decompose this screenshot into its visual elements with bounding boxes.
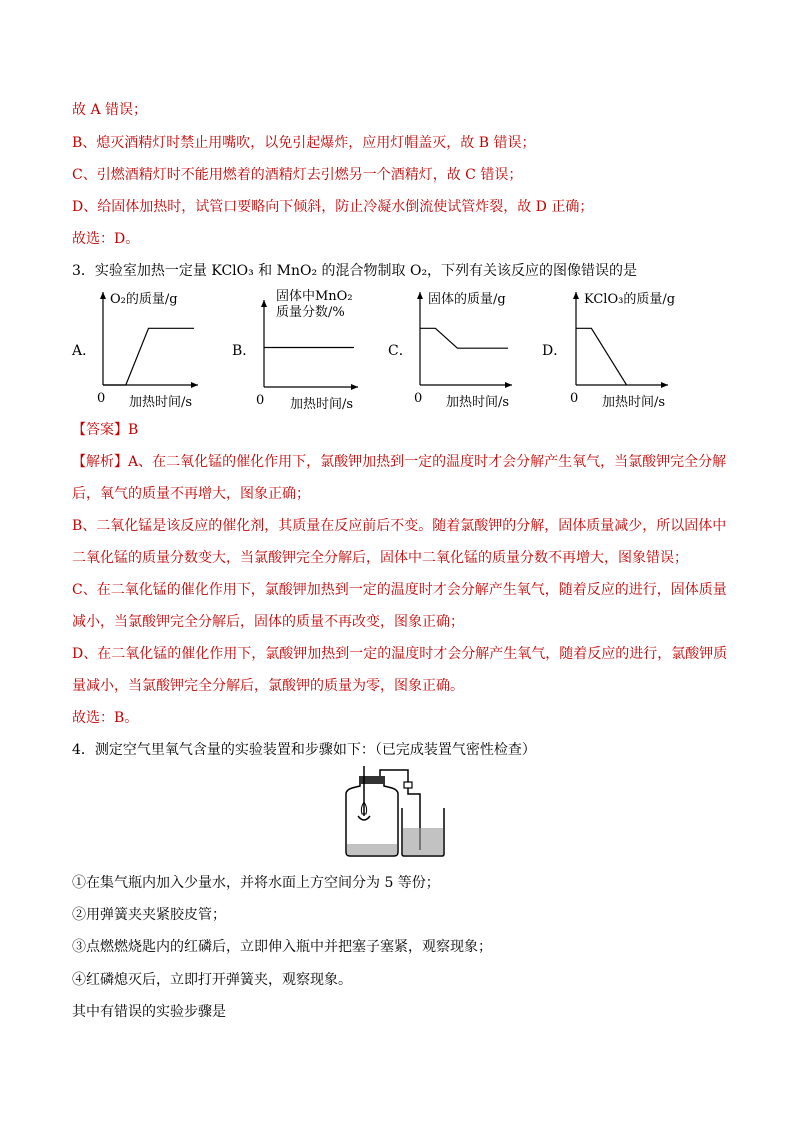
y-axis-label: KClO₃的质量/g <box>584 292 676 307</box>
x-axis-arrow <box>191 382 198 388</box>
origin-label: 0 <box>414 391 423 406</box>
bottle-water <box>347 844 397 855</box>
step-4: ④红磷熄灭后，立即打开弹簧夹，观察现象。 <box>72 972 352 988</box>
x-axis-label: 加热时间/s <box>446 395 510 410</box>
step-2: ②用弹簧夹夹紧胶皮管； <box>72 907 226 923</box>
analysis-line-5: C、在二氧化锰的催化作用下，氯酸钾加热到一定的温度时才会分解产生氧气，随着反应的进行，固体质量 <box>72 582 727 598</box>
text-line-4: D、给固体加热时，试管口要略向下倾斜，防止冷凝水倒流使试管炸裂，故 D 正确； <box>72 199 594 215</box>
analysis-line-8: 量减小，当氯酸钾完全分解后，氯酸钾的质量为零，图象正确。 <box>72 678 464 694</box>
analysis-line-9: 故选：B。 <box>72 710 139 726</box>
y-axis-label: O₂的质量/g <box>110 292 178 307</box>
y-axis-arrow <box>261 300 267 307</box>
series-line <box>420 328 508 348</box>
y-axis-label: 固体中MnO₂ 质量分数/% <box>276 289 353 320</box>
x-axis-arrow <box>351 384 358 390</box>
x-axis-label: 加热时间/s <box>129 395 193 410</box>
combustion-spoon <box>358 816 370 820</box>
x-axis-label: 加热时间/s <box>602 395 666 410</box>
y-axis-arrow <box>417 292 423 299</box>
step-3: ③点燃燃烧匙内的红磷后，立即伸入瓶中并把塞子塞紧，观察现象； <box>72 939 492 955</box>
option-label: D． <box>542 343 568 359</box>
origin-label: 0 <box>97 391 106 406</box>
y-axis-label: 固体的质量/g <box>428 292 506 307</box>
y-axis-arrow <box>100 292 106 299</box>
apparatus-illustration <box>334 764 462 860</box>
y-axis-arrow <box>573 292 579 299</box>
x-axis-arrow <box>505 382 512 388</box>
origin-label: 0 <box>570 391 579 406</box>
analysis-line-1: 【解析】A、在二氧化锰的催化作用下，氯酸钾加热到一定的温度时才会分解产生氧气，当氯酸钾完全分解 <box>72 454 727 470</box>
analysis-line-7: D、在二氧化锰的催化作用下，氯酸钾加热到一定的温度时才会分解产生氧气，随着反应的进行，氯酸钾质 <box>72 646 728 662</box>
analysis-line-3: B、二氧化锰是该反应的催化剂，其质量在反应前后不变。随着氯酸钾的分解，固体质量减少，所以固体中 <box>72 518 727 534</box>
x-axis-arrow <box>661 382 668 388</box>
text-line-1: 故 A 错误； <box>72 102 148 118</box>
series-line <box>103 328 194 385</box>
spring-clip <box>404 782 412 788</box>
x-axis-label: 加热时间/s <box>290 397 354 412</box>
beaker-water <box>403 828 443 855</box>
analysis-line-4: 二氧化锰的质量分数变大，当氯酸钾完全分解后，固体中二氧化锰的质量分数不再增大，图象错误； <box>72 550 688 566</box>
question-4: 4．测定空气里氧气含量的实验装置和步骤如下：（已完成装置气密性检查） <box>72 742 536 758</box>
stopper <box>359 776 385 784</box>
answer-label: 【答案】B <box>72 422 139 438</box>
text-line-3: C、引燃酒精灯时不能用燃着的酒精灯去引燃另一个酒精灯，故 C 错误； <box>72 167 523 183</box>
option-label: C． <box>388 343 413 359</box>
final-question: 其中有错误的实验步骤是 <box>72 1004 226 1020</box>
question-3: 3．实验室加热一定量 KClO₃ 和 MnO₂ 的混合物制取 O₂，下列有关该反应的图像错误的是 <box>72 263 638 279</box>
analysis-line-2: 后，氧气的质量不再增大，图象正确； <box>72 486 310 502</box>
series-line <box>576 328 627 385</box>
option-label: A． <box>72 343 97 359</box>
origin-label: 0 <box>256 393 265 408</box>
analysis-line-6: 减小，当氯酸钾完全分解后，固体的质量不再改变，图象正确； <box>72 614 464 630</box>
step-1: ①在集气瓶内加入少量水，并将水面上方空间分为 5 等份； <box>72 875 440 891</box>
text-line-5: 故选：D。 <box>72 231 140 247</box>
text-line-2: B、熄灭酒精灯时禁止用嘴吹，以免引起爆炸，应用灯帽盖灭，故 B 错误； <box>72 135 536 151</box>
option-label: B． <box>232 343 257 359</box>
